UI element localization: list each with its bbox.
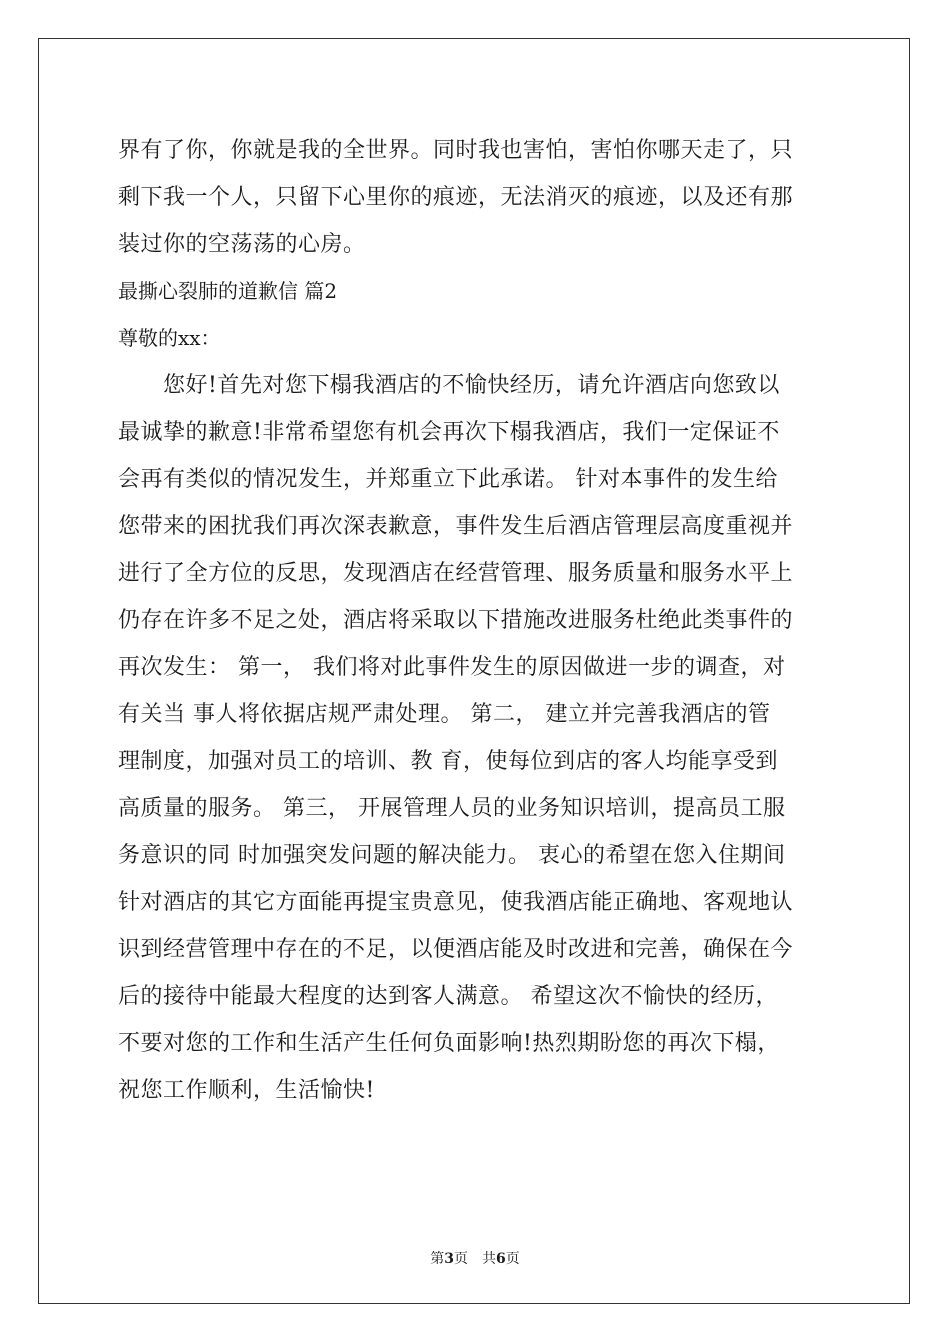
body-line: 务意识的同 时加强突发问题的解决能力。 衷心的希望在您入住期间 <box>118 843 786 868</box>
page-footer <box>0 1248 950 1268</box>
body-line: 高质量的服务。 第三， 开展管理人员的业务知识培训，提高员工服 <box>118 796 786 821</box>
body-line: 针对酒店的其它方面能再提宝贵意见，使我酒店能正确地、客观地认 <box>118 890 794 915</box>
body-line: 您带来的困扰我们再次深表歉意，事件发生后酒店管理层高度重视并 <box>118 514 794 539</box>
body-line: 仍存在许多不足之处，酒店将采取以下措施改进服务杜绝此类事件的 <box>118 608 794 633</box>
salutation: 尊敬的xx： <box>118 326 221 350</box>
body-line: 有关当 事人将依据店规严肃处理。 第二， 建立并完善我酒店的管 <box>118 702 771 727</box>
footer-prefix: 第 <box>430 1251 445 1267</box>
body-line: 后的接待中能最大程度的达到客人满意。 希望这次不愉快的经历， <box>118 984 778 1009</box>
intro-line: 剩下我一个人，只留下心里你的痕迹，无法消灭的痕迹，以及还有那 <box>118 185 794 210</box>
document-body <box>118 127 834 1114</box>
body-line: 会再有类似的情况发生，并郑重立下此承诺。 针对本事件的发生给 <box>118 467 778 492</box>
body-line: 祝您工作顺利，生活愉快! <box>118 1078 375 1103</box>
current-page-number: 3 <box>444 1251 454 1267</box>
body-line: 您好!首先对您下榻我酒店的不愉快经历，请允许酒店向您致以 <box>118 373 780 398</box>
intro-line: 装过你的空荡荡的心房。 <box>118 232 366 257</box>
footer-middle: 页 共 <box>454 1251 496 1267</box>
footer-suffix: 页 <box>505 1251 520 1267</box>
body-line: 理制度，加强对员工的培训、教 育，使每位到店的客人均能享受到 <box>118 749 778 774</box>
body-line: 再次发生： 第一， 我们将对此事件发生的原因做进一步的调查，对 <box>118 655 786 680</box>
body-line: 最诚挚的歉意!非常希望您有机会再次下榻我酒店，我们一定保证不 <box>118 420 780 445</box>
body-line: 识到经营管理中存在的不足，以便酒店能及时改进和完善，确保在今 <box>118 937 794 962</box>
total-page-number: 6 <box>496 1251 506 1267</box>
body-line: 不要对您的工作和生活产生任何负面影响!热烈期盼您的再次下榻， <box>118 1031 780 1056</box>
body-line: 进行了全方位的反思，发现酒店在经营管理、服务质量和服务水平上 <box>118 561 794 586</box>
intro-line: 界有了你，你就是我的全世界。同时我也害怕，害怕你哪天走了，只 <box>118 138 794 163</box>
section-heading: 最撕心裂肺的道歉信 篇2 <box>118 279 338 303</box>
